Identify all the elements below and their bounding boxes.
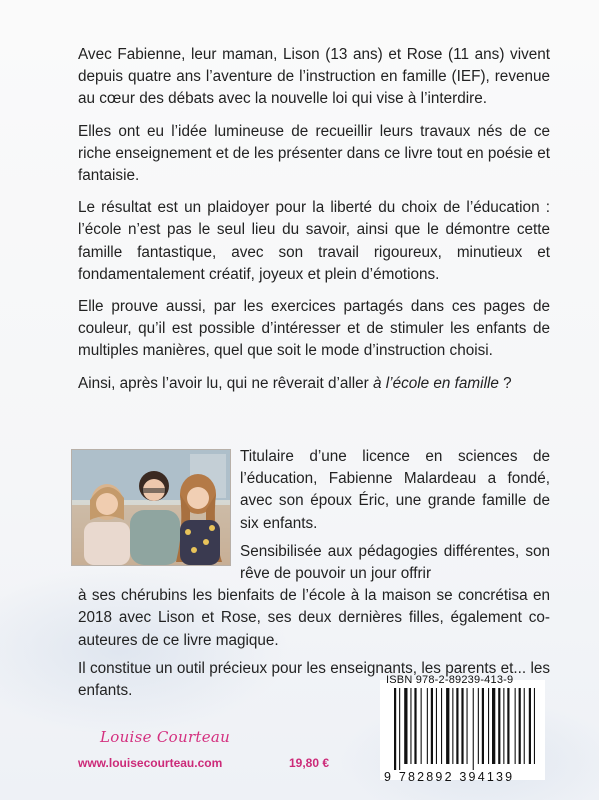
blurb-paragraph: Le résultat est un plaidoyer pour la liberté du choix de l’éducation : l’école n’est pas le seul lieu du savoir, ainsi que le démontre cette famille fantastique, avec son travail rigoureux, minutieux et fondamentalement créatif, joyeux et plein d’émotions. xyxy=(78,199,550,283)
author-paragraph xyxy=(78,541,550,652)
publisher-website: www.louisecourteau.com xyxy=(78,756,223,770)
isbn-label: ISBN 978-2-89239-413-9 xyxy=(386,674,514,686)
blurb-closing-question xyxy=(78,373,550,395)
closing-text: Ainsi, après l’avoir lu, qui ne rêverait d’aller xyxy=(78,374,374,392)
publisher-logo: Louise Courteau xyxy=(100,728,231,746)
blurb-paragraph: Elle prouve aussi, par les exercices partagés dans ces pages de couleur, qu’il est possible d’intéresser et de stimuler les enfants de multiples manières, quel que soit le mode d’instruction choisi. xyxy=(78,298,550,360)
author-paragraph: Il constitue un outil précieux pour les enseignants, les parents et... les enfants. xyxy=(78,659,550,700)
blurb-text xyxy=(78,44,550,405)
closing-italic-text: à l’école en famille xyxy=(373,374,499,392)
blurb-paragraph: Elles ont eu l’idée lumineuse de recueillir leurs travaux nés de ce riche enseignement et de les présenter dans ce livre tout en poésie et fantaisie. xyxy=(78,122,550,185)
author-bio xyxy=(78,446,550,708)
closing-punctuation: ? xyxy=(498,374,512,392)
barcode-icon xyxy=(390,688,540,770)
author-paragraph-line: Sensibilisée aux pédagogies différentes, son rêve de pouvoir un jour offrir xyxy=(240,542,550,583)
author-paragraph-continuation: à ses chérubins les bienfaits de l’école à la maison se concrétisa en 2018 avec Lison et Rose, ses deux dernières filles, également co-auteures de ce livre magique. xyxy=(78,587,550,649)
book-price: 19,80 € xyxy=(289,756,330,770)
author-paragraph: Titulaire d’une licence en sciences de l’éducation, Fabienne Malardeau a fondé, avec son époux Éric, une grande famille de six enfants. xyxy=(240,448,550,532)
blurb-paragraph: Avec Fabienne, leur maman, Lison (13 ans) et Rose (11 ans) vivent depuis quatre ans l’aventure de l’instruction en famille (IEF), revenue au cœur des débats avec la nouvelle loi qui vise à l’interdire. xyxy=(78,46,550,108)
barcode-digits: 9 782892 394139 xyxy=(384,770,515,784)
